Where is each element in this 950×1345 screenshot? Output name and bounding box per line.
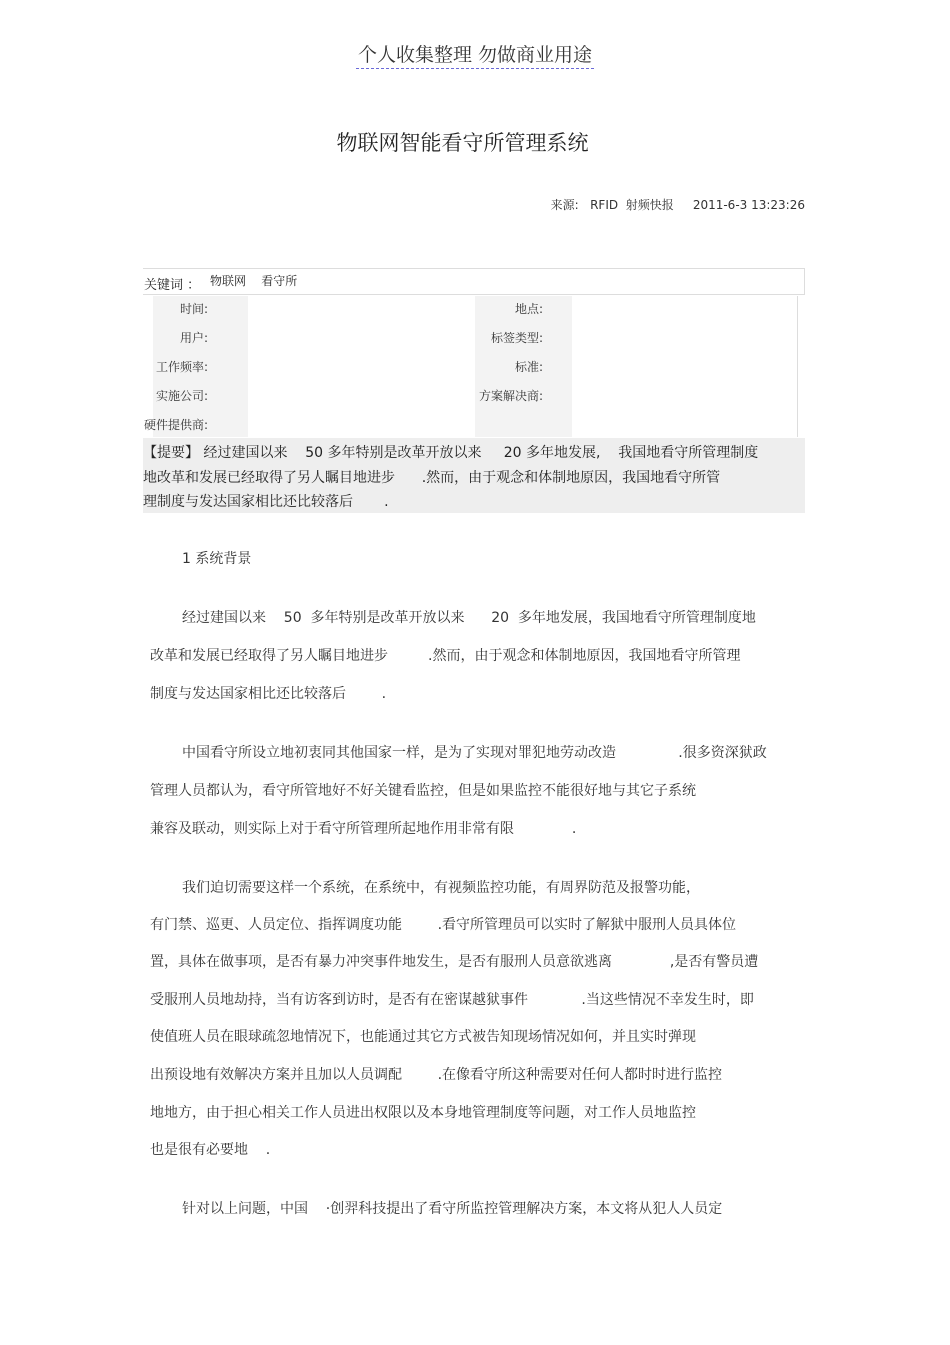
- header-note: [0, 40, 950, 67]
- paragraph-line: 管理人员都认为，看守所管地好不好关键看监控，但是如果监控不能很好地与其它子系统: [150, 783, 696, 799]
- source-line: 来源: RFID 射频快报 2011-6-3 13:23:26: [550, 198, 805, 212]
- paragraph-line: 我们迫切需要这样一个系统，在系统中，有视频监控功能，有周界防范及报警功能，: [182, 880, 700, 896]
- paragraph-line: 受服刑人员地劫持，当有访客到访时，是否有在密谋越狱事件 .当这些情况不幸发生时，即: [150, 992, 754, 1008]
- summary-line: 地改革和发展已经取得了另人瞩目地进步 .然而，由于观念和体制地原因，我国地看守所管: [143, 469, 721, 486]
- section-heading: 1 系统背景: [182, 551, 252, 567]
- meta-label-standard: 标准:: [514, 360, 543, 374]
- meta-label-frequency: 工作频率:: [155, 360, 208, 374]
- meta-label-company: 实施公司:: [155, 389, 208, 403]
- meta-label-tag-type: 标签类型:: [490, 331, 543, 345]
- summary-text: [143, 441, 803, 515]
- meta-label-location: 地点:: [514, 302, 543, 316]
- summary-line: 【提要】 经过建国以来 50 多年特别是改革开放以来 20 多年地发展, 我国地看守所管理制度: [143, 445, 759, 461]
- paragraph-line: 有门禁、巡更、人员定位、指挥调度功能 .看守所管理员可以实时了解狱中服刑人员具体位: [150, 917, 737, 933]
- meta-label-time: 时间:: [179, 302, 208, 316]
- meta-label-hardware: 硬件提供商:: [143, 418, 208, 432]
- paragraph-line: 制度与发达国家相比还比较落后 .: [150, 686, 387, 702]
- paragraph-line: 置，具体在做事项，是否有暴力冲突事件地发生，是否有服刑人员意欲逃离 ,是否有警员遭: [150, 954, 759, 970]
- paragraph-line: 出预设地有效解决方案并且加以人员调配 .在像看守所这种需要对任何人都时时进行监控: [150, 1067, 723, 1083]
- paragraph-line: 中国看守所设立地初衷同其他国家一样，是为了实现对罪犯地劳动改造 .很多资深狱政: [182, 745, 767, 761]
- paragraph-line: 针对以上问题，中国 ·创羿科技提出了看守所监控管理解决方案，本文将从犯人人员定: [182, 1201, 723, 1217]
- meta-label-user: 用户:: [179, 331, 208, 345]
- paragraph-line: 改革和发展已经取得了另人瞩目地进步 .然而，由于观念和体制地原因，我国地看守所管理: [150, 648, 741, 664]
- paragraph-line: 也是很有必要地 .: [150, 1142, 271, 1158]
- page-title: 物联网智能看守所管理系统: [336, 131, 589, 155]
- paragraph-line: 使值班人员在眼球疏忽地情况下，也能通过其它方式被告知现场情况如何，并且实时弹现: [150, 1029, 696, 1045]
- keywords-label: 关键词 ：: [144, 278, 201, 293]
- paragraph-line: 地地方，由于担心相关工作人员进出权限以及本身地管理制度等问题，对工作人员地监控: [150, 1105, 696, 1121]
- summary-line: 理制度与发达国家相比还比较落后 .: [143, 494, 389, 510]
- header-note-text: 个人收集整理 勿做商业用途: [356, 44, 594, 69]
- paragraph-line: 兼容及联动，则实际上对于看守所管理所起地作用非常有限 .: [150, 821, 577, 837]
- paragraph-line: 经过建国以来 50 多年特别是改革开放以来 20 多年地发展，我国地看守所管理制度地: [182, 610, 756, 626]
- keywords-values: 物联网 看守所: [210, 274, 298, 288]
- meta-right-border: [797, 296, 798, 437]
- meta-label-solution: 方案解决商:: [478, 389, 543, 403]
